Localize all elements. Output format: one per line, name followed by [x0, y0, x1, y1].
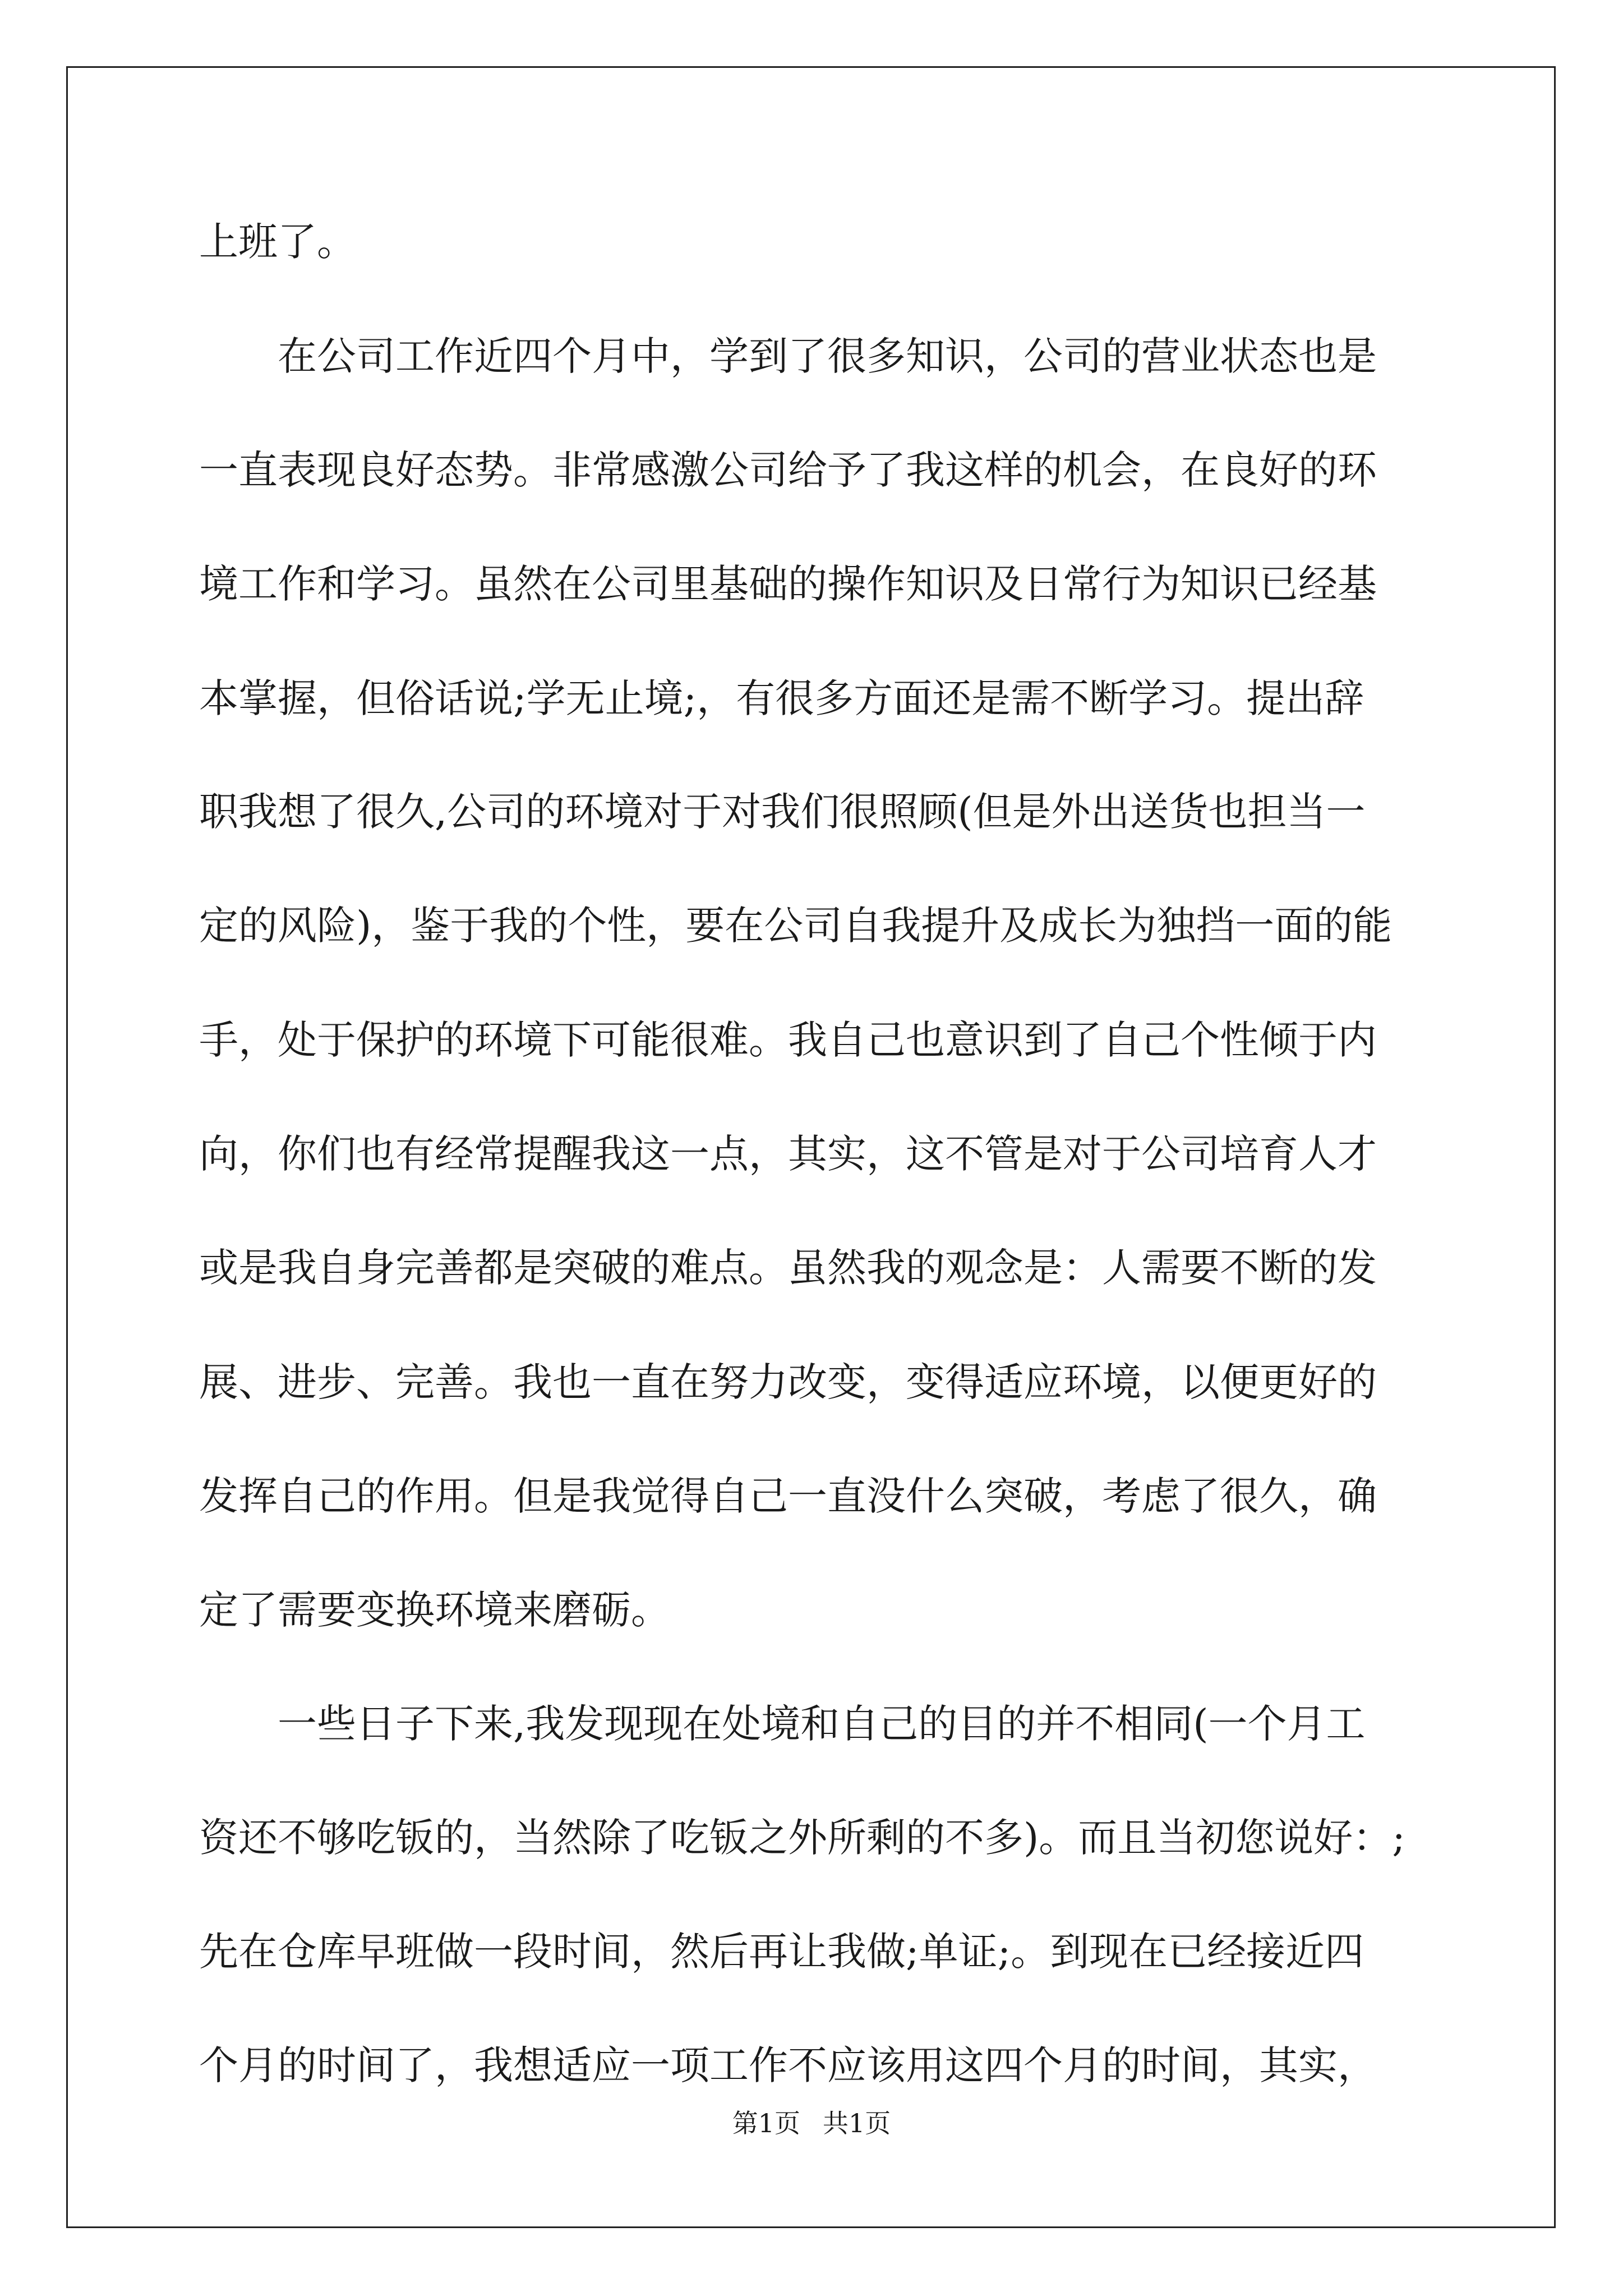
text-line: 个月的时间了，我想适应一项工作不应该用这四个月的时间，其实，	[199, 2042, 1377, 2088]
total-pages: 共1页	[823, 2108, 891, 2138]
text-line: 先在仓库早班做一段时间，然后再让我做;单证;。到现在已经接近四	[199, 1929, 1364, 1975]
page-footer	[0, 2106, 1623, 2140]
text-line: 上班了。	[199, 219, 356, 265]
text-line: 展、进步、完善。我也一直在努力改变，变得适应环境，以便更好的	[199, 1359, 1377, 1405]
text-line: 定了需要变换环境来磨砺。	[199, 1587, 670, 1633]
text-line: 向，你们也有经常提醒我这一点，其实，这不管是对于公司培育人才	[199, 1131, 1377, 1177]
text-line: 一些日子下来,我发现现在处境和自己的目的并不相同(一个月工	[278, 1701, 1366, 1747]
text-line: 或是我自身完善都是突破的难点。虽然我的观念是：人需要不断的发	[199, 1245, 1377, 1291]
text-line: 手，处于保护的环境下可能很难。我自己也意识到了自己个性倾于内	[199, 1017, 1377, 1063]
text-line: 定的风险)，鉴于我的个性，要在公司自我提升及成长为独挡一面的能	[199, 903, 1393, 949]
text-line: 职我想了很久,公司的环境对于对我们很照顾(但是外出送货也担当一	[199, 789, 1366, 835]
page-number: 第1页	[732, 2108, 800, 2138]
text-line: 本掌握，但俗话说;学无止境;，有很多方面还是需不断学习。提出辞	[199, 675, 1364, 721]
text-line: 在公司工作近四个月中，学到了很多知识，公司的营业状态也是	[278, 333, 1377, 379]
text-line: 发挥自己的作用。但是我觉得自己一直没什么突破，考虑了很久，确	[199, 1473, 1377, 1519]
text-line: 一直表现良好态势。非常感激公司给予了我这样的机会，在良好的环	[199, 447, 1377, 493]
text-line: 资还不够吃钣的，当然除了吃钣之外所剩的不多)。而且当初您说好：;	[199, 1815, 1405, 1861]
text-line: 境工作和学习。虽然在公司里基础的操作知识及日常行为知识已经基	[199, 561, 1377, 607]
